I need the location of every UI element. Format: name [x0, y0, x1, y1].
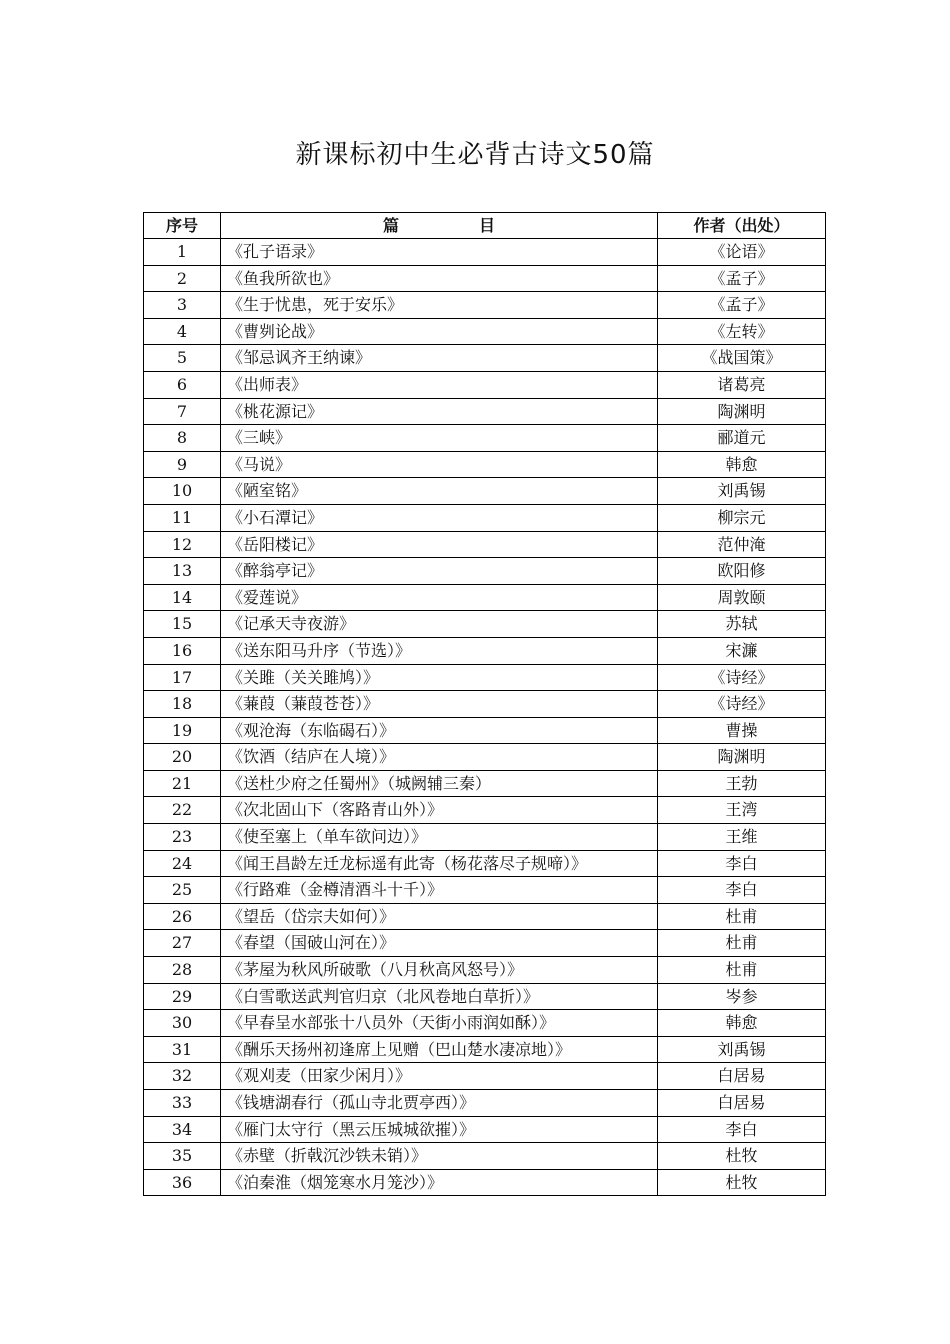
table-row [144, 637, 826, 664]
row-author: 刘禹锡 [658, 478, 826, 505]
row-author: 李白 [658, 1116, 826, 1143]
table-row [144, 664, 826, 691]
row-title: 《送杜少府之任蜀州》（城阙辅三秦） [221, 770, 658, 797]
row-author: 陶渊明 [658, 398, 826, 425]
header-title [221, 213, 658, 239]
row-author: 范仲淹 [658, 531, 826, 558]
row-author: 王维 [658, 824, 826, 851]
row-number: 26 [144, 903, 221, 930]
row-number: 30 [144, 1010, 221, 1037]
row-author: 李白 [658, 850, 826, 877]
row-title: 《马说》 [221, 451, 658, 478]
row-title: 《岳阳楼记》 [221, 531, 658, 558]
table-row [144, 717, 826, 744]
row-author: 诸葛亮 [658, 371, 826, 398]
row-number: 36 [144, 1169, 221, 1196]
row-author: 郦道元 [658, 425, 826, 452]
row-number: 35 [144, 1143, 221, 1170]
row-author: 《诗经》 [658, 691, 826, 718]
table-row [144, 1036, 826, 1063]
row-number: 15 [144, 611, 221, 638]
row-number: 10 [144, 478, 221, 505]
row-title: 《早春呈水部张十八员外（天街小雨润如酥）》 [221, 1010, 658, 1037]
row-author: 岑参 [658, 983, 826, 1010]
row-author: 杜甫 [658, 903, 826, 930]
table-row [144, 1169, 826, 1196]
row-author: 《战国策》 [658, 345, 826, 372]
row-title: 《三峡》 [221, 425, 658, 452]
table-row [144, 265, 826, 292]
header-author: 作者（出处） [658, 213, 826, 239]
table-row [144, 584, 826, 611]
table-row [144, 983, 826, 1010]
row-number: 1 [144, 239, 221, 266]
row-author: 曹操 [658, 717, 826, 744]
row-title: 《出师表》 [221, 371, 658, 398]
row-author: 陶渊明 [658, 744, 826, 771]
row-number: 11 [144, 504, 221, 531]
row-title: 《送东阳马升序（节选）》 [221, 637, 658, 664]
row-author: 宋濂 [658, 637, 826, 664]
table-row [144, 824, 826, 851]
row-author: 杜牧 [658, 1169, 826, 1196]
row-title: 《泊秦淮（烟笼寒水月笼沙）》 [221, 1169, 658, 1196]
row-number: 3 [144, 292, 221, 319]
row-title: 《行路难（金樽清酒斗十千）》 [221, 877, 658, 904]
row-number: 16 [144, 637, 221, 664]
table-row [144, 797, 826, 824]
row-author: 苏轼 [658, 611, 826, 638]
row-number: 23 [144, 824, 221, 851]
row-title: 《邹忌讽齐王纳谏》 [221, 345, 658, 372]
row-number: 25 [144, 877, 221, 904]
table-row [144, 903, 826, 930]
row-author: 杜甫 [658, 957, 826, 984]
table-row [144, 478, 826, 505]
header-number: 序号 [144, 213, 221, 239]
row-number: 19 [144, 717, 221, 744]
row-title: 《春望（国破山河在）》 [221, 930, 658, 957]
row-number: 31 [144, 1036, 221, 1063]
row-author: 《孟子》 [658, 292, 826, 319]
row-author: 刘禹锡 [658, 1036, 826, 1063]
row-author: 王湾 [658, 797, 826, 824]
table-row [144, 558, 826, 585]
row-title: 《闻王昌龄左迁龙标遥有此寄（杨花落尽子规啼）》 [221, 850, 658, 877]
row-number: 5 [144, 345, 221, 372]
row-number: 24 [144, 850, 221, 877]
table-row [144, 1090, 826, 1117]
row-number: 6 [144, 371, 221, 398]
row-author: 《左转》 [658, 318, 826, 345]
row-title: 《赤壁（折戟沉沙铁未销）》 [221, 1143, 658, 1170]
table-row [144, 504, 826, 531]
row-number: 8 [144, 425, 221, 452]
row-number: 7 [144, 398, 221, 425]
table-row [144, 451, 826, 478]
row-number: 34 [144, 1116, 221, 1143]
row-author: 周敦颐 [658, 584, 826, 611]
row-number: 29 [144, 983, 221, 1010]
table-row [144, 345, 826, 372]
row-title: 《蒹葭（蒹葭苍苍）》 [221, 691, 658, 718]
row-title: 《小石潭记》 [221, 504, 658, 531]
table-row [144, 850, 826, 877]
row-title: 《白雪歌送武判官归京（北风卷地白草折）》 [221, 983, 658, 1010]
row-number: 32 [144, 1063, 221, 1090]
row-author: 韩愈 [658, 1010, 826, 1037]
table-row [144, 744, 826, 771]
row-title: 《茅屋为秋风所破歌（八月秋高风怒号）》 [221, 957, 658, 984]
row-author: 杜牧 [658, 1143, 826, 1170]
table-row [144, 239, 826, 266]
row-title: 《观沧海（东临碣石）》 [221, 717, 658, 744]
row-title: 《鱼我所欲也》 [221, 265, 658, 292]
table-row [144, 425, 826, 452]
table-row [144, 1063, 826, 1090]
row-title: 《爱莲说》 [221, 584, 658, 611]
row-title: 《醉翁亭记》 [221, 558, 658, 585]
row-author: 《孟子》 [658, 265, 826, 292]
table-row [144, 398, 826, 425]
row-author: 柳宗元 [658, 504, 826, 531]
table-row [144, 770, 826, 797]
row-author: 李白 [658, 877, 826, 904]
table-row [144, 611, 826, 638]
table-row [144, 292, 826, 319]
row-title: 《观刈麦（田家少闲月）》 [221, 1063, 658, 1090]
row-number: 14 [144, 584, 221, 611]
row-author: 白居易 [658, 1063, 826, 1090]
row-number: 4 [144, 318, 221, 345]
row-author: 《诗经》 [658, 664, 826, 691]
page-title: 新课标初中生必背古诗文50篇 [295, 140, 655, 170]
poem-list-table [143, 212, 826, 1196]
row-number: 27 [144, 930, 221, 957]
row-title: 《饮酒（结庐在人境）》 [221, 744, 658, 771]
row-title: 《曹刿论战》 [221, 318, 658, 345]
row-number: 17 [144, 664, 221, 691]
row-title: 《钱塘湖春行（孤山寺北贾亭西）》 [221, 1090, 658, 1117]
table-header-row [144, 213, 826, 239]
row-number: 21 [144, 770, 221, 797]
row-title: 《望岳（岱宗夫如何）》 [221, 903, 658, 930]
row-title: 《桃花源记》 [221, 398, 658, 425]
row-number: 20 [144, 744, 221, 771]
table-row [144, 877, 826, 904]
row-title: 《雁门太守行（黑云压城城欲摧）》 [221, 1116, 658, 1143]
row-number: 18 [144, 691, 221, 718]
row-author: 韩愈 [658, 451, 826, 478]
table-row [144, 1010, 826, 1037]
row-number: 9 [144, 451, 221, 478]
header-title-label: 篇目 [382, 216, 575, 235]
row-title: 《生于忧患，死于安乐》 [221, 292, 658, 319]
row-author: 欧阳修 [658, 558, 826, 585]
row-number: 12 [144, 531, 221, 558]
row-title: 《关雎（关关雎鸠）》 [221, 664, 658, 691]
row-number: 2 [144, 265, 221, 292]
table-row [144, 930, 826, 957]
row-number: 33 [144, 1090, 221, 1117]
row-author: 王勃 [658, 770, 826, 797]
table-row [144, 318, 826, 345]
row-number: 13 [144, 558, 221, 585]
row-number: 28 [144, 957, 221, 984]
table-row [144, 691, 826, 718]
table-row [144, 531, 826, 558]
table-row [144, 957, 826, 984]
row-title: 《陋室铭》 [221, 478, 658, 505]
row-author: 杜甫 [658, 930, 826, 957]
row-title: 《孔子语录》 [221, 239, 658, 266]
table-row [144, 1143, 826, 1170]
row-title: 《次北固山下（客路青山外）》 [221, 797, 658, 824]
table-row [144, 371, 826, 398]
row-title: 《酬乐天扬州初逢席上见赠（巴山楚水凄凉地）》 [221, 1036, 658, 1063]
row-author: 《论语》 [658, 239, 826, 266]
row-title: 《使至塞上（单车欲问边）》 [221, 824, 658, 851]
table-row [144, 1116, 826, 1143]
row-number: 22 [144, 797, 221, 824]
row-author: 白居易 [658, 1090, 826, 1117]
row-title: 《记承天寺夜游》 [221, 611, 658, 638]
